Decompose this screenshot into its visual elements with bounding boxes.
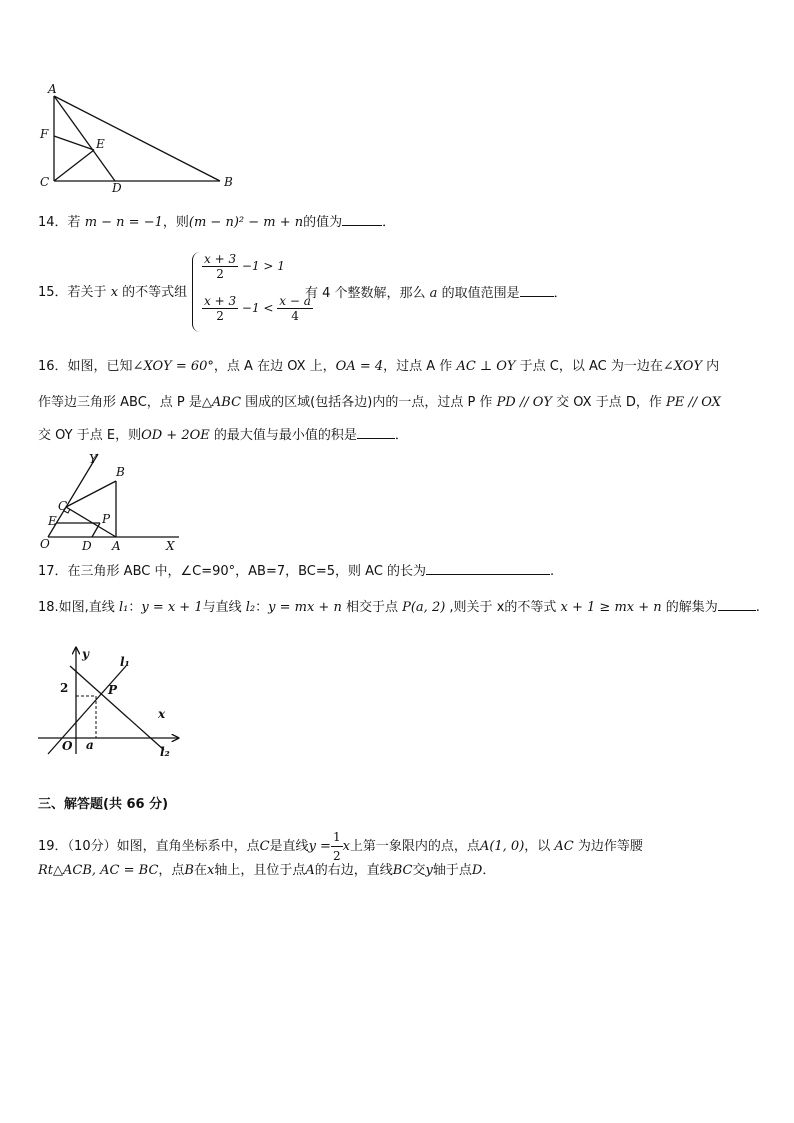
label-C: C (40, 175, 50, 189)
label-D: D (82, 539, 92, 553)
question-18: 18.如图,直线 l₁：y = x + 1与直线 l₂：y = mx + n 相交于点 P(a, 2) ,则关于 x的不等式 x + 1 ≥ mx + n 的解集为 . (38, 600, 760, 615)
label-x: x (158, 707, 166, 721)
triangle-figure-q13 (30, 80, 240, 195)
question-19-line1: 19．（10分）如图，直角坐标系中，点C是直线y = $\frac{1}{2}$ x上第一象限内的点，点A(1, 0)，以 AC 为边作等腰 (38, 830, 643, 863)
brace (192, 252, 201, 332)
label-E: E (48, 514, 57, 528)
answer-blank-14 (342, 213, 382, 226)
question-19-line2: Rt△ACB, AC = BC，点B在x轴上，且位于点A的右边，直线BC交y轴于点D． (38, 863, 496, 878)
question-15-tail: 有 4 个整数解，那么 a 的取值范围是 ． (305, 286, 567, 301)
label-B: B (116, 465, 125, 479)
question-15-lead: 15．若关于 x 的不等式组 (38, 285, 188, 300)
fraction-half: $\frac{1}{2}$ (332, 830, 341, 863)
question-16-line3: 交 OY 于点 E，则OD + 2OE 的最大值与最小值的积是 ． (38, 428, 408, 443)
answer-blank-18 (718, 598, 756, 611)
label-P: P (108, 683, 118, 697)
label-X: X (166, 539, 175, 553)
label-y: y (82, 647, 89, 661)
answer-blank-16 (357, 426, 395, 439)
label-C: C (58, 499, 68, 513)
label-P: P (102, 512, 111, 526)
label-a: a (86, 738, 94, 752)
label-E: E (96, 137, 105, 151)
question-14: 14．若 m − n = −1，则(m − n)² − m + n的值为 ． (38, 215, 396, 230)
label-F: F (40, 127, 49, 141)
question-16-line2: 作等边三角形 ABC，点 P 是△ABC 围成的区域(包括各边)内的一点，过点 P 作 PD // OY 交 OX 于点 D，作 PE // OX (38, 395, 721, 410)
label-Y: Y (89, 452, 97, 466)
question-16-line1: 16．如图，已知∠XOY = 60°，点 A 在边 OX 上，OA = 4，过点 A 作 AC ⊥ OY 于点 C，以 AC 为一边在∠XOY 内 (38, 359, 720, 374)
graph-figure-q18 (36, 646, 186, 758)
label-2: 2 (60, 681, 69, 695)
answer-blank-15 (520, 284, 554, 297)
label-O: O (62, 739, 73, 753)
label-l2: l₂ (160, 745, 170, 758)
answer-blank-17 (426, 562, 550, 575)
label-O: O (40, 537, 50, 551)
label-B: B (224, 175, 233, 189)
label-D: D (112, 181, 122, 195)
question-17: 17．在三角形 ABC 中，∠C=90°，AB=7，BC=5，则 AC 的长为 . (38, 564, 555, 579)
angle-figure-q16 (34, 452, 194, 554)
label-A: A (48, 82, 57, 96)
label-l1: l₁ (120, 655, 130, 669)
inequality-system: $\frac{x + 3}{2}$ −1 > 1 $\frac{x + 3}{2}$ −1 < $\frac{x - a}{4}$ (192, 252, 304, 332)
section-heading: 三、解答题(共 66 分) (38, 797, 169, 812)
label-A: A (112, 539, 121, 553)
